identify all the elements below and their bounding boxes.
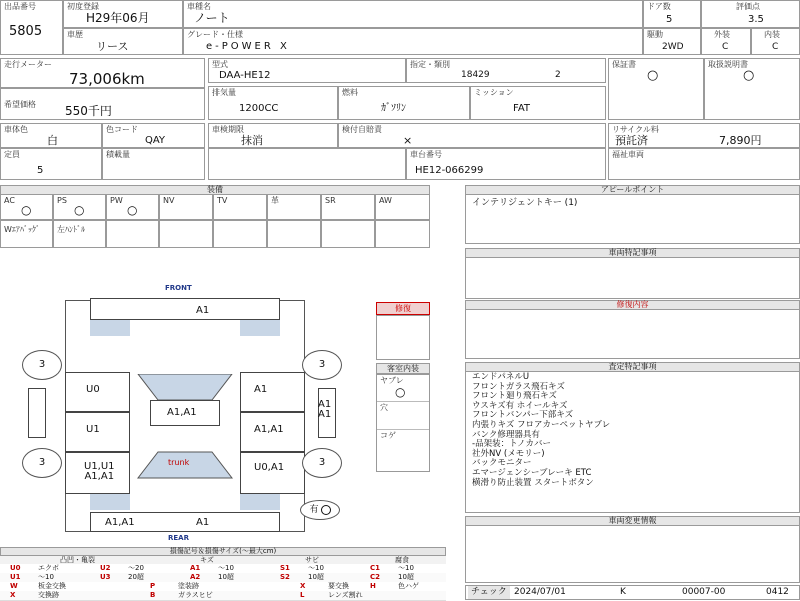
change-info-box bbox=[465, 525, 800, 583]
inspector-note-line: フロントバンパー下部キズ bbox=[472, 410, 574, 421]
self-inspection-value: × bbox=[403, 134, 413, 147]
rear-right-lamp bbox=[240, 494, 280, 510]
rear-left-lamp bbox=[90, 494, 130, 510]
equip-ac bbox=[0, 194, 53, 220]
mission-cell bbox=[470, 86, 606, 120]
front-bumper bbox=[90, 298, 280, 320]
inspector-note-line: エンドパネルU bbox=[472, 372, 530, 382]
equip-blank-6 bbox=[375, 220, 430, 248]
legend-cell: A1 bbox=[190, 564, 201, 572]
inspector-note-line: 横滑り防止装置 スタートボタン bbox=[472, 477, 594, 488]
legend-h-dent: 凸凹・亀裂 bbox=[60, 556, 95, 564]
footer-number: 00007-00 bbox=[682, 587, 726, 597]
change-info-header: 車両変更情報 bbox=[465, 516, 800, 526]
legend-cell: ガラスヒビ bbox=[178, 591, 213, 599]
appeal-header: アピールポイント bbox=[465, 185, 800, 195]
exterior-cell bbox=[701, 28, 751, 55]
equip-left-handle-label: 左ﾊﾝﾄﾞﾙ bbox=[57, 225, 85, 234]
legend-cell: L bbox=[300, 591, 305, 599]
equip-left-handle bbox=[53, 220, 106, 248]
legend-cell: U2 bbox=[100, 564, 111, 572]
legend-cell: U3 bbox=[100, 573, 111, 581]
grade-label: グレード・仕様 bbox=[187, 30, 243, 39]
inspector-notes-header: 査定特記事項 bbox=[465, 362, 800, 372]
legend-h-rust: サビ bbox=[305, 556, 319, 564]
car-name-value: ノート bbox=[194, 11, 230, 25]
body-color-label: 車体色 bbox=[4, 125, 28, 134]
equipment-header: 装備 bbox=[0, 185, 430, 195]
equip-airbag bbox=[0, 220, 53, 248]
inspector-note-line: バックモニター bbox=[472, 458, 532, 469]
fuel-value: ｶﾞｿﾘﾝ bbox=[381, 103, 406, 114]
car-name-label: 車種名 bbox=[187, 2, 211, 11]
mark-right-front-fender: A1 bbox=[254, 384, 268, 395]
appeal-text: インテリジェントキー (1) bbox=[472, 198, 578, 208]
left-sill bbox=[28, 388, 46, 438]
legend-title: 損傷記号＆損傷サイズ(～最大cm) bbox=[0, 547, 446, 556]
doors-value: 5 bbox=[666, 14, 673, 25]
grade-cell bbox=[183, 28, 643, 55]
chassis-label: 車台番号 bbox=[410, 150, 442, 159]
inspector-notes-list bbox=[472, 373, 610, 488]
legend-cell: 10超 bbox=[398, 573, 414, 581]
color-code-value: QAY bbox=[145, 135, 166, 146]
first-reg-label: 初度登録 bbox=[67, 2, 99, 11]
appeal-box bbox=[465, 194, 800, 244]
diagram-area bbox=[0, 250, 462, 550]
trunk-label: trunk bbox=[168, 458, 190, 467]
mission-label: ミッション bbox=[474, 88, 514, 97]
right-front-fender bbox=[240, 372, 305, 412]
legend-cell: S1 bbox=[280, 564, 290, 572]
legend-cell: 塗装跡 bbox=[178, 582, 199, 590]
warranty-cell bbox=[608, 58, 704, 120]
legend-cell: X bbox=[10, 591, 16, 599]
legend-cell: 要交換 bbox=[328, 582, 349, 590]
load-cell bbox=[102, 148, 205, 180]
mark-left-front-door: U0 bbox=[86, 384, 100, 395]
front-right-lamp bbox=[240, 320, 280, 336]
rating-label: 評価点 bbox=[736, 2, 760, 11]
self-inspection-cell bbox=[338, 123, 606, 148]
fuel-cell bbox=[338, 86, 470, 120]
hope-price-label: 希望価格 bbox=[4, 100, 36, 109]
legend-cell: C2 bbox=[370, 573, 381, 581]
inspection-value: 抹消 bbox=[241, 134, 263, 147]
recycle-label: リサイクル料 bbox=[612, 125, 659, 134]
hope-price-value: 550千円 bbox=[65, 104, 112, 118]
inspector-note-line: フロントガラス飛石キズ bbox=[472, 381, 565, 392]
legend-cell: X bbox=[300, 582, 306, 590]
equip-tv-label: TV bbox=[217, 196, 228, 205]
interior-label: 内装 bbox=[764, 30, 780, 39]
interior-row-yabure-label: ヤブレ bbox=[380, 376, 404, 385]
equip-sr-label: SR bbox=[325, 196, 336, 205]
mark-right-rear-door: A1,A1 bbox=[254, 424, 284, 435]
wheel-rear-right: 3 bbox=[302, 448, 342, 478]
lot-cell bbox=[0, 0, 63, 55]
inspection-cell bbox=[208, 123, 338, 148]
capacity-cell bbox=[0, 148, 102, 180]
footer-bar bbox=[465, 585, 800, 600]
color-code-label: 色コード bbox=[106, 125, 138, 134]
exterior-value: C bbox=[722, 42, 729, 52]
vehicle-notes-header: 車両特記事項 bbox=[465, 248, 800, 258]
spare-tire-label: 有 bbox=[309, 505, 319, 515]
legend-h-scratch: キズ bbox=[200, 556, 214, 564]
mark-rear-bumper-right: A1 bbox=[196, 517, 210, 528]
body-color-cell bbox=[0, 123, 102, 148]
mark-left-rear-quarter: U1,U1 A1,A1 bbox=[84, 461, 115, 482]
interior-table bbox=[376, 374, 430, 472]
designation-value2: 2 bbox=[555, 70, 561, 80]
mark-left-rear-door: U1 bbox=[86, 424, 100, 435]
chassis-cell bbox=[406, 148, 606, 180]
wheel-rear-left: 3 bbox=[22, 448, 62, 478]
manual-value: ○ bbox=[743, 68, 755, 83]
legend-cell: S2 bbox=[280, 573, 290, 581]
displacement-value: 1200CC bbox=[239, 103, 279, 114]
spare-circle-icon bbox=[321, 505, 331, 515]
mark-right-rear-quarter: U0,A1 bbox=[254, 462, 285, 473]
inspector-note-line: バンク修理器具有 bbox=[472, 429, 540, 440]
footer-check-label: チェック bbox=[468, 586, 510, 599]
legend-cell: ～10 bbox=[398, 564, 414, 572]
doors-cell bbox=[643, 0, 701, 28]
recycle-status: 預託済 bbox=[615, 134, 648, 147]
legend-cell: W bbox=[10, 582, 18, 590]
manual-label: 取扱説明書 bbox=[708, 60, 748, 69]
equip-aw bbox=[375, 194, 430, 220]
recycle-cell bbox=[608, 123, 800, 148]
interior-cell bbox=[751, 28, 800, 55]
vehicle-notes-box bbox=[465, 257, 800, 299]
equip-blank-3 bbox=[213, 220, 267, 248]
lot-label: 出品番号 bbox=[4, 2, 36, 11]
mark-right-side: A1 A1 bbox=[318, 399, 332, 420]
inspector-note-line: フロント廻り飛石キズ bbox=[472, 391, 557, 402]
designation-value1: 18429 bbox=[461, 70, 490, 80]
legend-cell: レンズ割れ bbox=[328, 591, 363, 599]
equip-nv-label: NV bbox=[163, 196, 175, 205]
equip-ps bbox=[53, 194, 106, 220]
equip-blank-1 bbox=[106, 220, 159, 248]
legend-cell: エクボ bbox=[38, 564, 59, 572]
equip-tv bbox=[213, 194, 267, 220]
warranty-label: 保証書 bbox=[612, 60, 636, 69]
equip-blank-2 bbox=[159, 220, 213, 248]
legend-cell: 交換跡 bbox=[38, 591, 59, 599]
drive-value: 2WD bbox=[662, 42, 684, 52]
equip-blank-5 bbox=[321, 220, 375, 248]
inspector-note-line: 内張りキズ フロアカーペットヤブレ bbox=[472, 419, 611, 430]
front-label: FRONT bbox=[165, 284, 192, 292]
equip-leather-label: 革 bbox=[271, 196, 279, 205]
capacity-value: 5 bbox=[37, 165, 44, 176]
equip-airbag-label: Wｴｱﾊﾞｯｸﾞ bbox=[4, 225, 40, 234]
chassis-value: HE12-066299 bbox=[415, 165, 484, 176]
inspection-label: 車検期限 bbox=[212, 125, 244, 134]
interior-header: 客室内装 bbox=[376, 363, 430, 374]
legend-cell: ～10 bbox=[218, 564, 234, 572]
equipment-table bbox=[0, 194, 430, 248]
equip-pw bbox=[106, 194, 159, 220]
load-label: 積載量 bbox=[106, 150, 130, 159]
self-inspection-label: 検付自賠責 bbox=[342, 125, 382, 134]
hope-price-cell bbox=[0, 88, 205, 120]
legend-cell: ～10 bbox=[308, 564, 324, 572]
warranty-value: ○ bbox=[647, 68, 659, 83]
equip-ac-mark: ○ bbox=[21, 203, 32, 217]
equip-nv bbox=[159, 194, 213, 220]
equip-ps-label: PS bbox=[57, 196, 67, 205]
repair-marker-box bbox=[376, 315, 430, 360]
equip-sr bbox=[321, 194, 375, 220]
interior-row-yabure-mark: ○ bbox=[395, 385, 406, 399]
legend-cell: A2 bbox=[190, 573, 201, 581]
grade-value: e-POWER X bbox=[206, 41, 290, 52]
mileage-cell bbox=[0, 58, 205, 88]
wheel-front-left: 3 bbox=[22, 350, 62, 380]
mission-value: FAT bbox=[513, 103, 531, 114]
history-label: 車歴 bbox=[67, 30, 83, 39]
inspector-note-line: -品架装：トノカバー bbox=[472, 439, 551, 450]
doors-label: ドア数 bbox=[647, 2, 671, 11]
footer-id: 0412 bbox=[766, 587, 789, 597]
drive-label: 駆動 bbox=[647, 30, 663, 39]
model-cell bbox=[208, 58, 406, 83]
exterior-label: 外装 bbox=[714, 30, 730, 39]
footer-date: 2024/07/01 bbox=[514, 587, 566, 597]
legend-cell: P bbox=[150, 582, 156, 590]
mileage-value: 73,006km bbox=[69, 70, 145, 88]
legend-cell: U1 bbox=[10, 573, 21, 581]
model-value: DAA-HE12 bbox=[219, 70, 271, 81]
wheel-front-right: 3 bbox=[302, 350, 342, 380]
welfare-cell bbox=[608, 148, 800, 180]
mark-front-bumper: A1 bbox=[196, 305, 210, 316]
inspector-note-line: エマージェンシーブレーキ ETC bbox=[472, 467, 592, 478]
inspector-note-line: 社外NV (メモリー) bbox=[472, 448, 545, 459]
legend bbox=[0, 547, 446, 600]
mark-rear-bumper-left: A1,A1 bbox=[105, 517, 135, 528]
inspector-notes-box bbox=[465, 371, 800, 513]
rating-cell bbox=[701, 0, 800, 28]
interior-divider-1 bbox=[377, 401, 429, 402]
mileage-label: 走行メーター bbox=[4, 60, 52, 69]
legend-cell: 10超 bbox=[218, 573, 234, 581]
designation-cell bbox=[406, 58, 606, 83]
rating-value: 3.5 bbox=[748, 14, 764, 25]
car-name-cell bbox=[183, 0, 643, 28]
first-reg-value: H29年06月 bbox=[86, 11, 150, 25]
manual-cell bbox=[704, 58, 800, 120]
body-color-value: 白 bbox=[47, 134, 58, 147]
front-left-lamp bbox=[90, 320, 130, 336]
equip-blank-4 bbox=[267, 220, 321, 248]
equip-ps-mark: ○ bbox=[74, 203, 85, 217]
color-code-cell bbox=[102, 123, 205, 148]
interior-divider-2 bbox=[377, 429, 429, 430]
footer-code: K bbox=[620, 587, 626, 597]
legend-cell: 色ハゲ bbox=[398, 582, 419, 590]
mark-roof: A1,A1 bbox=[167, 407, 197, 418]
legend-cell: 20超 bbox=[128, 573, 144, 581]
legend-cell: 板金交換 bbox=[38, 582, 66, 590]
legend-h-corrosion: 腐食 bbox=[395, 556, 409, 564]
legend-cell: H bbox=[370, 582, 376, 590]
legend-cell: B bbox=[150, 591, 156, 599]
legend-cell: U0 bbox=[10, 564, 21, 572]
drive-cell bbox=[643, 28, 701, 55]
equip-leather bbox=[267, 194, 321, 220]
displacement-cell bbox=[208, 86, 338, 120]
legend-cell: 10超 bbox=[308, 573, 324, 581]
repair-content-box bbox=[465, 309, 800, 359]
fuel-label: 燃料 bbox=[342, 88, 358, 97]
legend-cell: C1 bbox=[370, 564, 381, 572]
capacity-label: 定員 bbox=[4, 150, 20, 159]
repair-label-box bbox=[376, 302, 430, 315]
interior-row-ana-label: 穴 bbox=[380, 403, 388, 412]
first-reg-cell bbox=[63, 0, 183, 28]
repair-content-header: 修復内容 bbox=[465, 300, 800, 310]
history-value: リース bbox=[96, 40, 129, 53]
legend-cell: ～10 bbox=[38, 573, 54, 581]
lot-value: 5805 bbox=[9, 24, 43, 39]
spare-tire bbox=[300, 500, 340, 520]
equip-pw-mark: ○ bbox=[127, 203, 138, 217]
repair-label: 修復 bbox=[395, 304, 411, 313]
legend-cell: ～20 bbox=[128, 564, 144, 572]
interior-value: C bbox=[772, 42, 779, 52]
rear-label: REAR bbox=[168, 534, 189, 542]
model-label: 型式 bbox=[212, 60, 228, 69]
inspector-note-line: ウスキズ有 ホイールキズ bbox=[472, 400, 568, 411]
equip-aw-label: AW bbox=[379, 196, 392, 205]
legend-rows bbox=[0, 564, 446, 600]
history-cell bbox=[63, 28, 183, 55]
welfare-label: 福祉車両 bbox=[612, 150, 644, 159]
equip-pw-label: PW bbox=[110, 196, 123, 205]
displacement-label: 排気量 bbox=[212, 88, 236, 97]
interior-row-koge-label: コゲ bbox=[380, 431, 396, 440]
designation-label: 指定・類別 bbox=[410, 60, 450, 69]
chassis-blank-cell bbox=[208, 148, 406, 180]
equip-ac-label: AC bbox=[4, 196, 15, 205]
legend-header-row bbox=[0, 556, 446, 564]
recycle-amount: 7,890円 bbox=[719, 134, 762, 147]
